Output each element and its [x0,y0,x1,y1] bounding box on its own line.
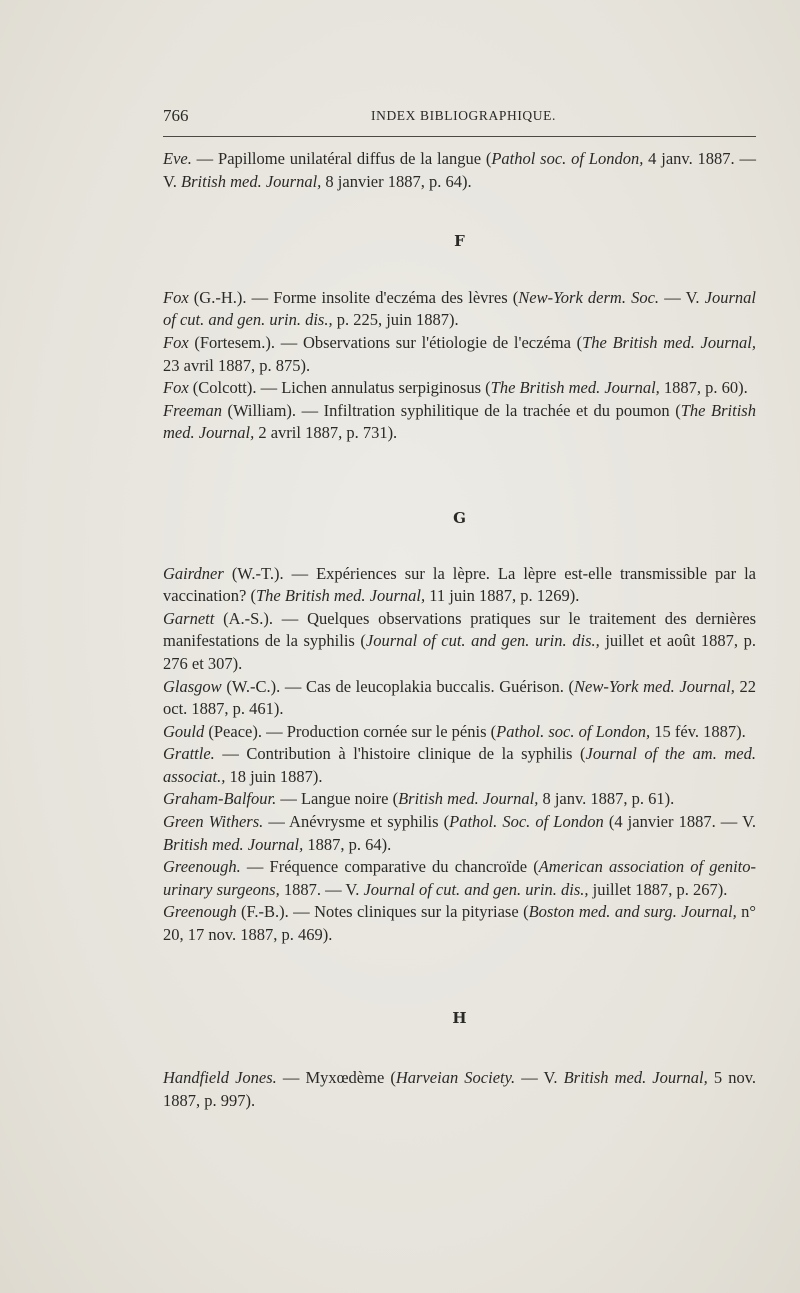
page-header [163,106,763,130]
entry-source: British med. Journal, [563,1068,708,1088]
entry-text: juillet et août 1887, p. 276 et 307). [163,631,757,673]
entry-source: New-York med. Journal, [573,676,735,696]
entry-source: Journal of cut. and gen. urin. dis., [163,287,756,330]
bibliography-entry [163,788,756,811]
entry-text: 18 juin 1887). [225,766,323,786]
bibliography-entry [163,1067,756,1112]
bibliography-entry [163,901,756,946]
bibliography-entry [163,148,756,193]
entry-source: Pathol soc. of London, [491,149,644,168]
entry-source: British med. Journal, [163,834,304,854]
bibliography-entry [163,721,756,744]
bibliography-entry [163,400,756,445]
section-g [163,507,756,947]
entry-source: The British med. Journal, [256,586,426,606]
entry-source: Journal of cut. and gen. urin. dis., [363,879,589,899]
entry-source: American association of genito-urinary surgeons, [163,857,757,899]
entry-text: — Contribution à l'histoire clinique de la syphilis ( [214,744,586,764]
entry-text: — V. [515,1068,564,1088]
entry-text: (W.-T.). — Expériences sur la lèpre. La lèpre est-elle transmissible par la vaccination? ( [163,563,756,606]
running-title: INDEX BIBLIOGRAPHIQUE. [371,108,556,123]
entry-text: — Papillome unilatéral diffus de la langue ( [191,149,492,168]
bibliography-entry [163,743,756,788]
entry-source: British med. Journal, [398,789,539,809]
entry-text: 4 janv. 1887. — V. [163,149,756,191]
entry-source: Journal of cut. and gen. urin. dis., [365,631,600,651]
page-number: 766 [163,106,189,125]
bibliography-entry [163,608,756,676]
entry-author: Gairdner [163,563,224,583]
entry-text: p. 225, juin 1887). [332,310,459,330]
entry-text: 1887. — V. [279,879,364,899]
section-continued [163,148,756,193]
entry-source: Boston med. and surg. Journal, [528,902,737,922]
section-letter: H [452,1008,467,1027]
entry-author: Gould [163,721,205,741]
entry-text: (W.-C.). — Cas de leucoplakia buccalis. Guérison. ( [221,676,574,696]
entry-source: Harveian Society. [395,1068,516,1088]
entry-text: (Peace). — Production cornée sur le pénis ( [204,721,497,741]
bibliography-entry [163,856,756,901]
entry-author: Garnett [163,608,215,628]
entry-text: 2 avril 1887, p. 731). [254,423,398,443]
entry-text: n° 20, 17 nov. 1887, p. 469). [163,902,756,945]
bibliography-entry [163,563,756,608]
entry-author: Greenough. [163,857,241,877]
entry-text: 23 avril 1887, p. 875). [163,355,311,375]
entry-text: — Anévrysme et syphilis ( [263,812,450,832]
section-letter: G [453,508,466,527]
entry-text: 11 juin 1887, p. 1269). [425,586,580,606]
entry-source: New-York derm. Soc. [518,287,660,307]
entry-text: 5 nov. 1887, p. 997). [163,1068,756,1110]
bibliography-entry [163,811,756,856]
entry-text: (4 janvier 1887. — V. [603,812,756,832]
section-letter: F [454,232,465,251]
header-rule [163,136,756,137]
entry-text: (A.-S.). — Quelques observations pratiques sur le traitement des dernières manifestations de la syphilis ( [163,608,756,651]
entry-text: juillet 1887, p. 267). [588,879,728,899]
entry-author: Greenough [163,902,237,922]
entry-text: 1887, p. 64). [303,834,392,854]
entry-text: — Myxœdème ( [276,1068,396,1088]
bibliography-entry [163,377,756,400]
entry-author: Eve. [163,149,192,168]
entry-text: — V. [659,287,705,307]
entry-author: Handfield Jones. [163,1068,277,1088]
entry-author: Fox [163,287,189,307]
bibliography-entry [163,332,756,377]
entry-author: Grattle. [163,744,215,764]
entry-source: Pathol. Soc. of London [449,812,604,832]
entry-text: (G.-H.). — Forme insolite d'eczéma des lèvres ( [188,287,519,307]
entry-author: Fox [163,332,189,352]
entry-author: Green Withers. [163,812,264,832]
entry-text: 1887, p. 60). [659,378,748,398]
entry-text: — Fréquence comparative du chancroïde ( [240,857,539,877]
entry-author: Glasgow [163,676,222,696]
entry-author: Fox [163,378,189,398]
entry-text: (Colcott). — Lichen annulatus serpiginosus ( [188,378,491,398]
bibliography-entry [163,287,756,332]
entry-source: The British med. Journal, [582,332,757,352]
entry-source: The British med. Journal, [490,378,660,398]
section-f [163,230,756,445]
entry-source: Pathol. soc. of London, [496,721,651,741]
entry-text: — Langue noire ( [276,789,399,809]
entry-text: 8 janvier 1887, p. 64). [321,171,472,191]
entry-author: Freeman [163,400,222,420]
entry-text: 8 janv. 1887, p. 61). [538,789,675,809]
entry-text: (F.-B.). — Notes cliniques sur la pityriase ( [236,902,529,922]
entry-source: The British med. Journal, [163,400,756,443]
entry-text: (William). — Infiltration syphilitique de la trachée et du poumon ( [221,400,681,420]
section-h [163,1007,756,1113]
entry-source: Journal of the am. med. associat., [163,744,756,786]
entry-text: 22 oct. 1887, p. 461). [163,676,756,719]
bibliography-entry [163,676,756,721]
bibliography-index [163,148,756,1112]
entry-author: Graham-Balfour. [163,789,277,809]
entry-source: British med. Journal, [181,171,322,191]
entry-text: 15 fév. 1887). [650,721,746,741]
entry-text: (Fortesem.). — Observations sur l'étiologie de l'eczéma ( [188,332,583,352]
